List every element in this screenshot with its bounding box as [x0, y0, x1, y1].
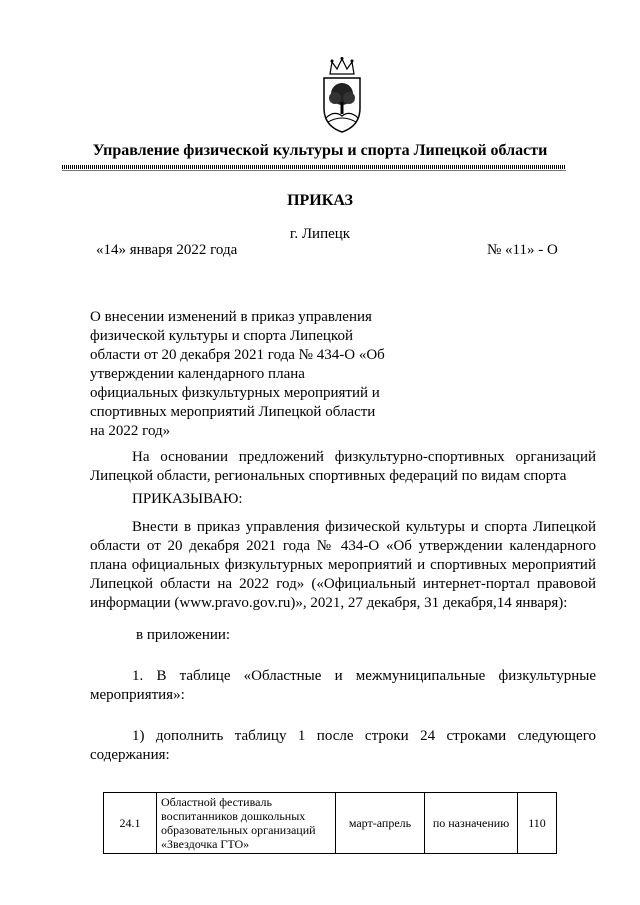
item-1: 1. В таблице «Областные и межмуниципальные физкультурные мероприятия»: [90, 668, 596, 703]
order-word: ПРИКАЗЫВАЮ: [132, 491, 243, 507]
document-city: г. Липецк [289, 226, 351, 242]
basis-paragraph: На основании предложений физкультурно-спортивных организаций Липецкой области, региональных спортивных федераций по видам спорта [90, 449, 596, 484]
item-1-1: 1) дополнить таблицу 1 после строки 24 строками следующего содержания: [90, 728, 596, 763]
participant-count: 110 [518, 793, 557, 854]
events-table [103, 792, 557, 854]
header-divider [62, 165, 566, 169]
document-subject: О внесении изменений в приказ управления физической культуры и спорта Липецкой области от 20 декабря 2021 года № 434-О «Об утверждении календарного плана официальных физкультурных мероприятий и спортивных мероприятий Липецкой области на 2022 год» [90, 309, 385, 439]
event-period: март-апрель [336, 793, 425, 854]
row-number: 24.1 [104, 793, 157, 854]
event-place: по назначению [425, 793, 518, 854]
organization-name: Управление физической культуры и спорта Липецкой области [92, 142, 548, 159]
coat-of-arms-icon [318, 56, 366, 136]
document-number: № «11» - О [487, 242, 558, 258]
header-divider-thin [62, 170, 566, 171]
table-row [104, 793, 557, 854]
event-name: Областной фестиваль воспитанников дошкольных образовательных организаций «Звездочка ГТО» [157, 793, 336, 854]
document-title: ПРИКАЗ [287, 192, 353, 209]
document-date: «14» января 2022 года [96, 242, 238, 258]
appendix-line: в приложении: [136, 627, 231, 643]
amendment-paragraph: Внести в приказ управления физической культуры и спорта Липецкой области от 20 декабря 2021 года № 434-О «Об утверждении календарного плана официальных физкультурных мероприятий и спортивных мероприятий Липецкой области на 2022 год» («Официальный интернет-портал правовой информации (www.pravo.gov.ru)», 2021, 27 декабря, 31 декабря,14 января): [90, 519, 596, 611]
